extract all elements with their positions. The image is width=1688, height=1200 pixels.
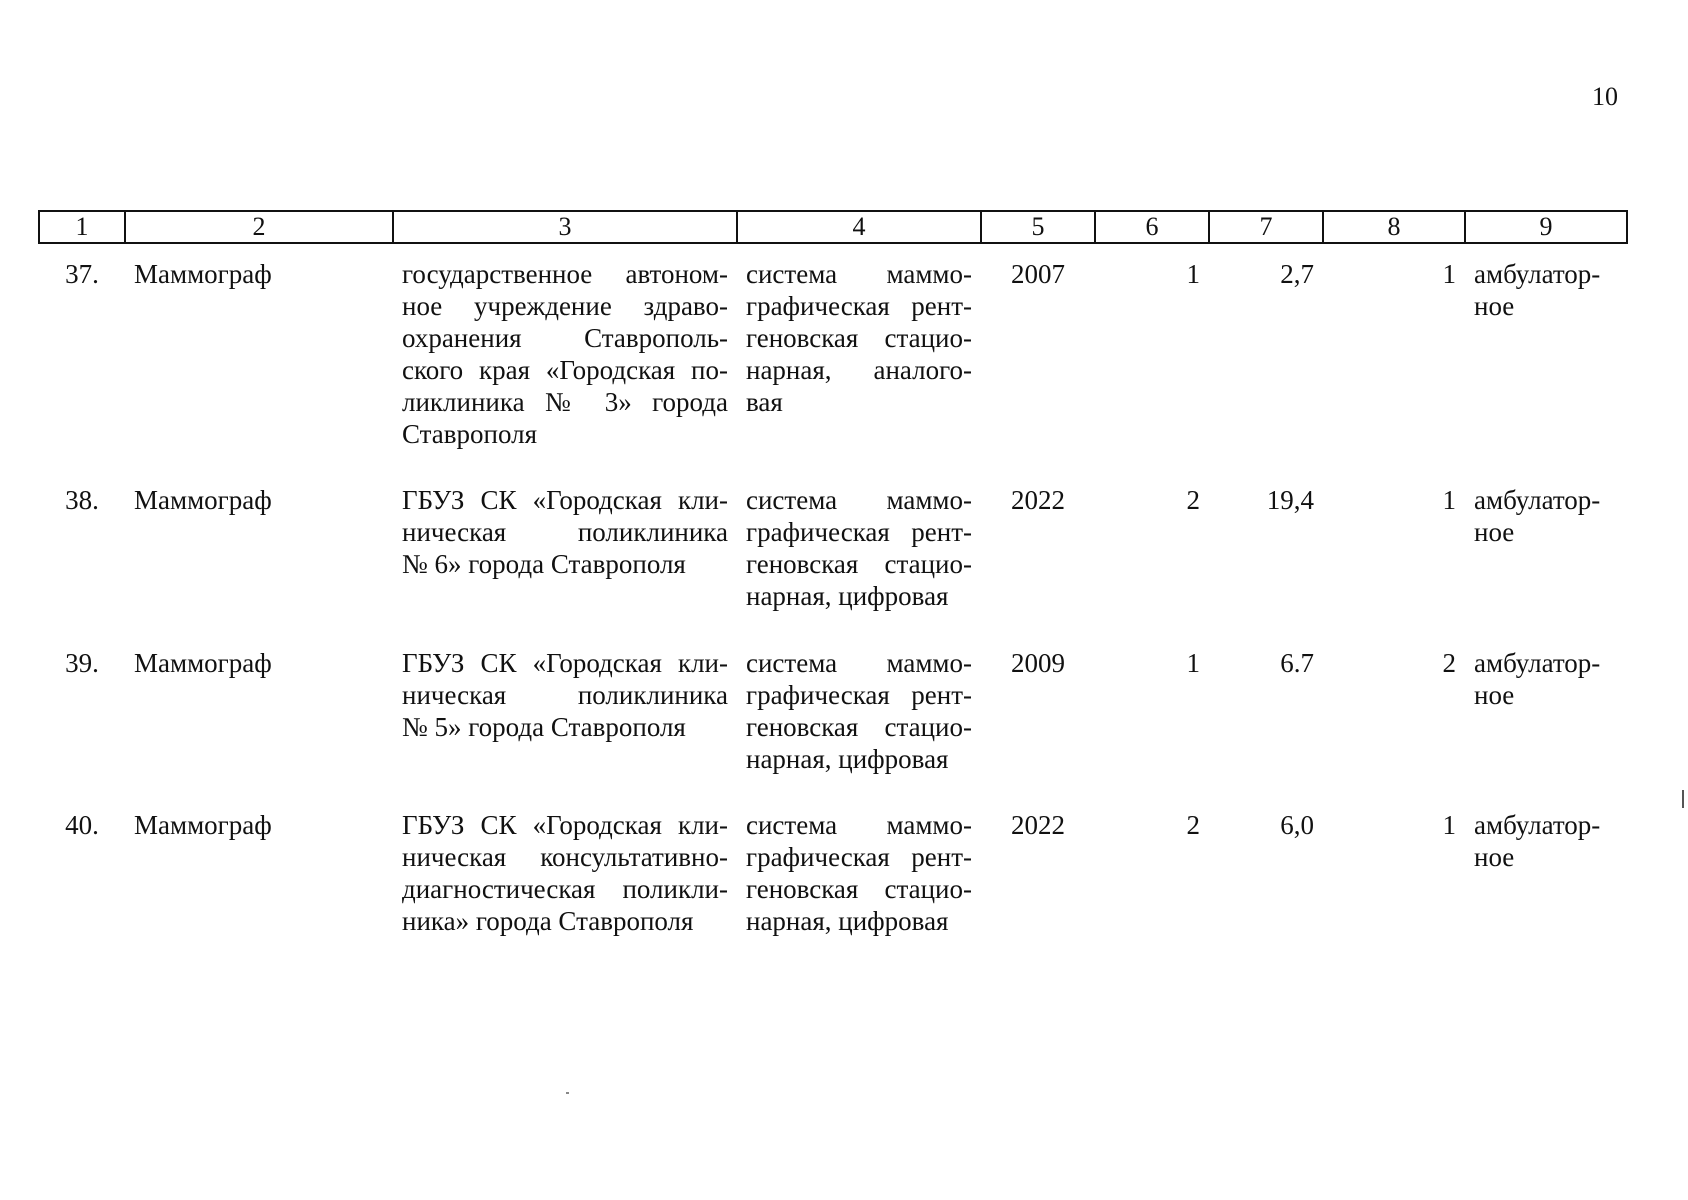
organization-cell xyxy=(393,472,737,635)
device-type-cell xyxy=(737,243,981,472)
column-7-cell: 6.7 xyxy=(1280,648,1314,678)
organization-line: ГБУЗ СК «Городская кли- xyxy=(402,810,728,840)
device-type-cell xyxy=(737,635,981,797)
device-type-line: нарная, аналого- xyxy=(746,355,972,385)
mode-line: амбулатор- xyxy=(1474,485,1601,515)
device-type-line: геновская стацио- xyxy=(746,874,972,904)
column-header: 9 xyxy=(1465,211,1627,243)
row-number: 39. xyxy=(65,648,99,678)
mode-line: амбулатор- xyxy=(1474,259,1601,289)
column-number-header xyxy=(39,211,1627,243)
row-number: 38. xyxy=(65,485,99,515)
mode-cell xyxy=(1465,472,1627,635)
device-name: Маммограф xyxy=(134,485,272,515)
scan-artifact-dot xyxy=(566,1092,569,1094)
mode-line: амбулатор- xyxy=(1474,810,1601,840)
device-name: Маммограф xyxy=(134,259,272,289)
column-8-cell: 1 xyxy=(1442,259,1456,289)
organization-line: ное учреждение здраво- xyxy=(402,291,728,321)
table-row xyxy=(39,635,1627,797)
mode-cell xyxy=(1465,635,1627,797)
year-cell: 2022 xyxy=(1011,485,1065,515)
column-6-cell: 2 xyxy=(1186,485,1200,515)
device-type-line: нарная, цифровая xyxy=(746,906,949,936)
mode-cell xyxy=(1465,243,1627,472)
year-cell: 2022 xyxy=(1011,810,1065,840)
year-cell: 2009 xyxy=(1011,648,1065,678)
column-6-cell: 1 xyxy=(1186,259,1200,289)
column-6-cell: 1 xyxy=(1186,648,1200,678)
row-number: 40. xyxy=(65,810,99,840)
organization-line: № 6» города Ставрополя xyxy=(402,549,686,579)
table-row xyxy=(39,797,1627,937)
column-8-cell: 1 xyxy=(1442,485,1456,515)
device-type-cell xyxy=(737,797,981,937)
device-name: Маммограф xyxy=(134,810,272,840)
organization-line: Ставрополя xyxy=(402,419,537,449)
organization-line: ника» города Ставрополя xyxy=(402,906,694,936)
row-number: 37. xyxy=(65,259,99,289)
organization-line: ГБУЗ СК «Городская кли- xyxy=(402,648,728,678)
column-header: 8 xyxy=(1323,211,1465,243)
column-8-cell: 2 xyxy=(1442,648,1456,678)
column-8-cell: 1 xyxy=(1442,810,1456,840)
table-row xyxy=(39,472,1627,635)
device-type-line: нарная, цифровая xyxy=(746,581,949,611)
column-7-cell: 6,0 xyxy=(1280,810,1314,840)
organization-line: диагностическая поликли- xyxy=(402,874,728,904)
mode-line: ное xyxy=(1474,680,1515,710)
device-type-line: система маммо- xyxy=(746,485,972,515)
column-header: 3 xyxy=(393,211,737,243)
organization-line: ническая поликлиника xyxy=(402,517,728,547)
device-type-line: графическая рент- xyxy=(746,842,972,872)
organization-cell xyxy=(393,797,737,937)
organization-cell xyxy=(393,243,737,472)
mode-line: ное xyxy=(1474,842,1515,872)
device-type-line: геновская стацио- xyxy=(746,323,972,353)
column-header: 7 xyxy=(1209,211,1323,243)
equipment-table xyxy=(38,210,1628,937)
device-type-line: графическая рент- xyxy=(746,680,972,710)
column-header: 4 xyxy=(737,211,981,243)
column-header: 1 xyxy=(39,211,125,243)
column-header: 2 xyxy=(125,211,393,243)
column-7-cell: 19,4 xyxy=(1266,485,1314,515)
column-header: 6 xyxy=(1095,211,1209,243)
mode-line: ное xyxy=(1474,291,1515,321)
device-type-line: система маммо- xyxy=(746,648,972,678)
year-cell: 2007 xyxy=(1011,259,1065,289)
device-type-line: графическая рент- xyxy=(746,517,972,547)
column-header: 5 xyxy=(981,211,1095,243)
organization-line: охранения Ставрополь- xyxy=(402,323,728,353)
organization-line: ническая консультативно- xyxy=(402,842,728,872)
device-type-line: графическая рент- xyxy=(746,291,972,321)
device-type-line: геновская стацио- xyxy=(746,549,972,579)
mode-line: ное xyxy=(1474,517,1515,547)
device-type-line: система маммо- xyxy=(746,810,972,840)
organization-line: ликлиника № 3» города xyxy=(402,387,728,417)
page-number: 10 xyxy=(1592,82,1618,111)
organization-line: ГБУЗ СК «Городская кли- xyxy=(402,485,728,515)
organization-line: № 5» города Ставрополя xyxy=(402,712,686,742)
mode-cell xyxy=(1465,797,1627,937)
organization-cell xyxy=(393,635,737,797)
organization-line: государственное автоном- xyxy=(402,259,728,289)
device-type-cell xyxy=(737,472,981,635)
device-type-line: геновская стацио- xyxy=(746,712,972,742)
scan-artifact-mark xyxy=(1682,790,1684,808)
organization-line: ского края «Городская по- xyxy=(402,355,728,385)
organization-line: ническая поликлиника xyxy=(402,680,728,710)
column-6-cell: 2 xyxy=(1186,810,1200,840)
table-row xyxy=(39,243,1627,472)
column-7-cell: 2,7 xyxy=(1280,259,1314,289)
device-name: Маммограф xyxy=(134,648,272,678)
device-type-line: система маммо- xyxy=(746,259,972,289)
device-type-line: вая xyxy=(746,387,783,417)
device-type-line: нарная, цифровая xyxy=(746,744,949,774)
mode-line: амбулатор- xyxy=(1474,648,1601,678)
